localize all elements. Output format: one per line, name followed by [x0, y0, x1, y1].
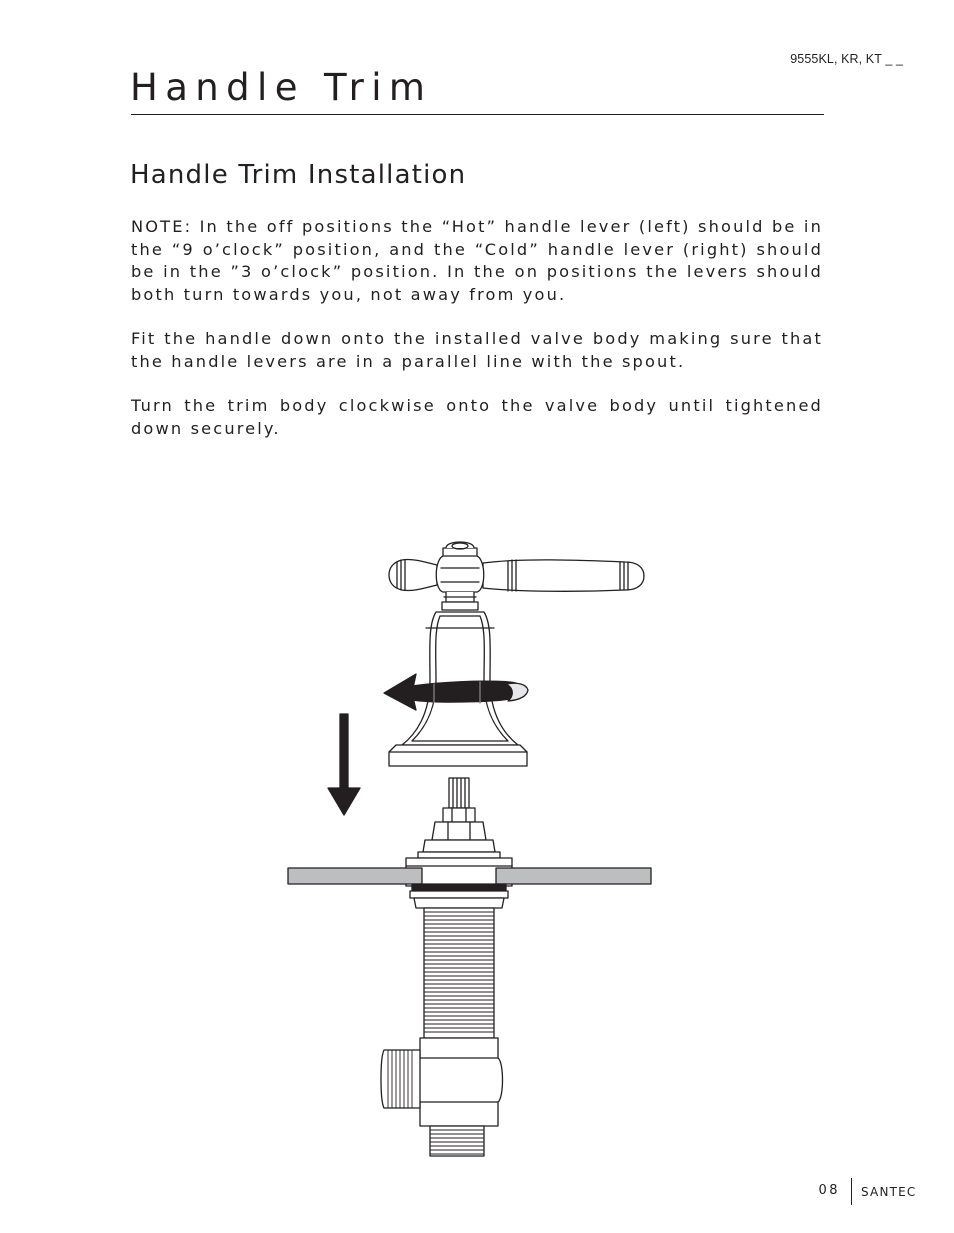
fit-instruction-paragraph: Fit the handle down onto the installed valve body making sure that the handle levers are in a parallel line with the spout.: [131, 329, 823, 371]
model-code: 9555KL, KR, KT _ _: [790, 52, 903, 66]
brand-logo: SANTEC: [861, 1185, 917, 1199]
section-heading: Handle Trim Installation: [130, 160, 467, 190]
page-number: 08: [818, 1183, 840, 1198]
down-arrow-icon: [328, 714, 360, 815]
footer-divider: [851, 1178, 852, 1205]
valve-body-icon: [381, 1038, 503, 1156]
threaded-shank-icon: [424, 908, 494, 1038]
turn-instruction-paragraph: Turn the trim body clockwise onto the valve body until tightened down securely.: [131, 396, 823, 438]
note-paragraph: NOTE: In the off positions the “Hot” handle lever (left) should be in the “9 o’clock” position, and the “Cold” handle lever (right) should be in the ”3 o’clock” position. In the on positions the levers should both turn towards you, not away from you.: [131, 217, 823, 304]
handle-lever-icon: [389, 542, 644, 610]
page-title: Handle Trim: [130, 66, 433, 109]
